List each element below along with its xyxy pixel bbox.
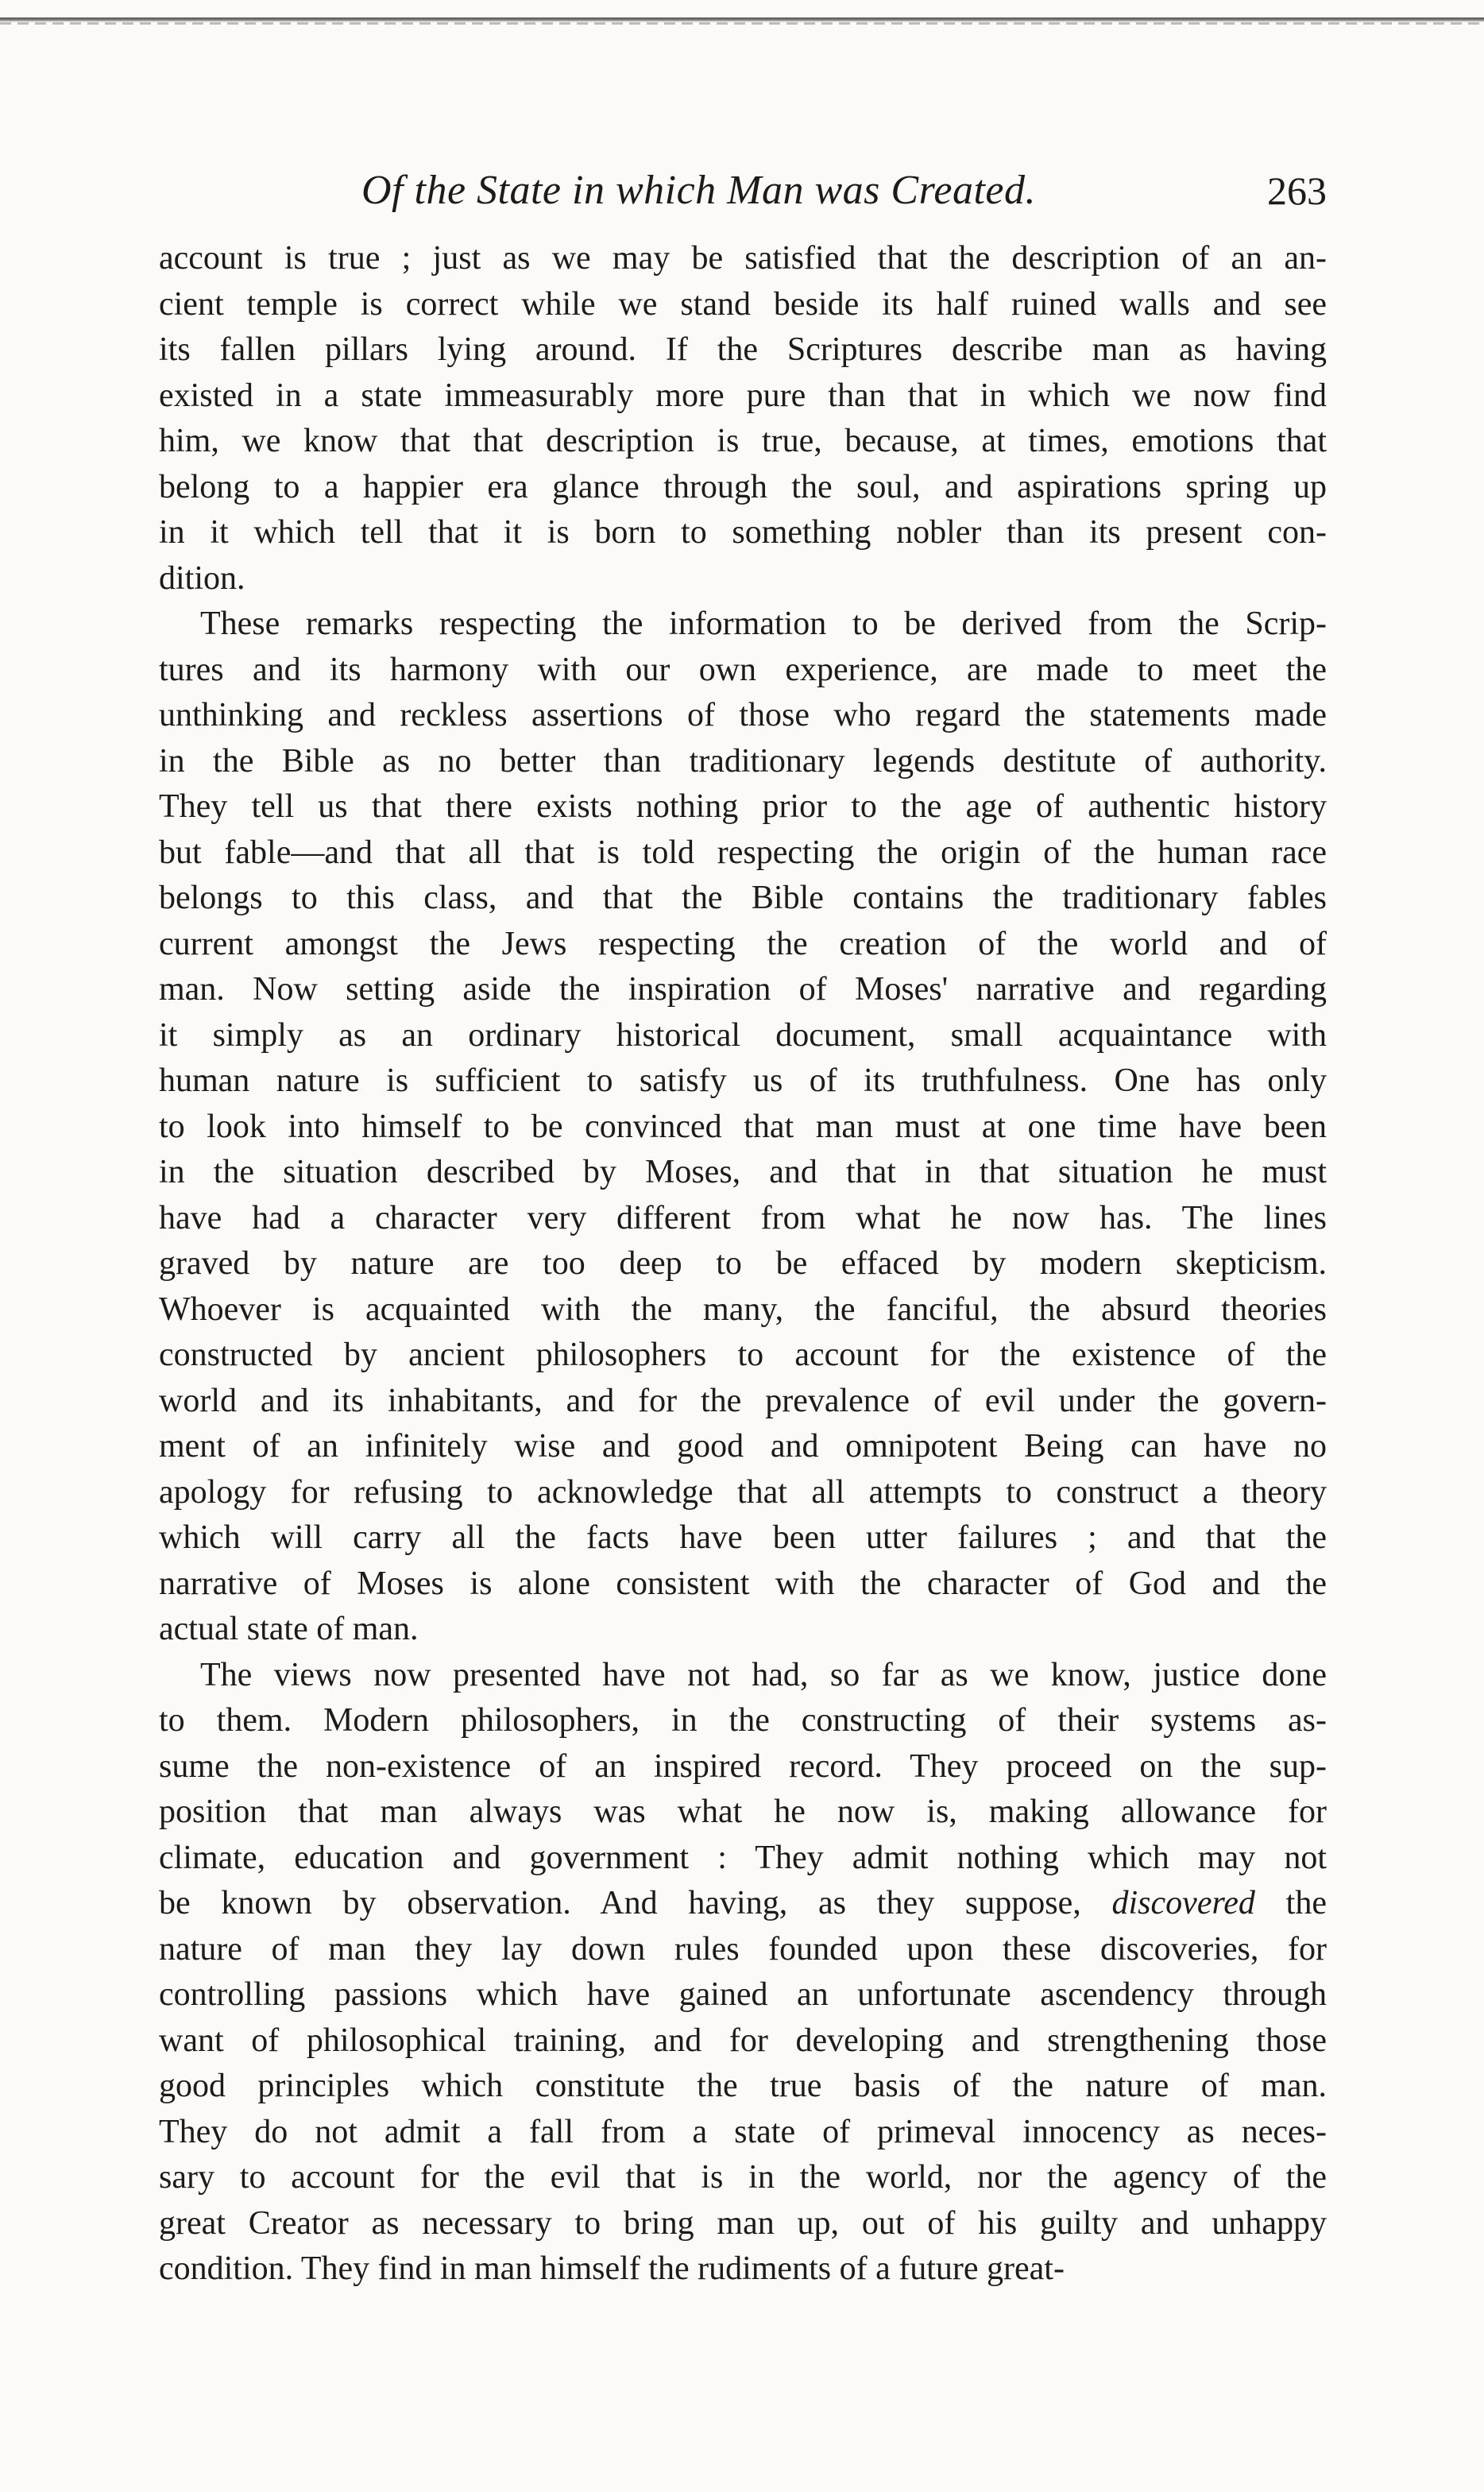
paragraph: [159, 236, 1327, 602]
text-line: have had a character very different from what he now has. The lines: [159, 1199, 1327, 1236]
text-line: The views now presented have not had, so far as we know, justice done: [200, 1656, 1327, 1693]
text-line: in it which tell that it is born to something nobler than its present con-: [159, 514, 1327, 551]
page-number: 263: [1267, 168, 1327, 213]
paragraph: [159, 1653, 1327, 2293]
text-line: unthinking and reckless assertions of those who regard the statements made: [159, 697, 1327, 733]
text-line: to them. Modern philosophers, in the constructing of their systems as-: [159, 1702, 1327, 1739]
text-line: but fable—and that all that is told respecting the origin of the human race: [159, 834, 1327, 871]
text-line: climate, education and government : They admit nothing which may not: [159, 1839, 1327, 1876]
text-line: human nature is sufficient to satisfy us of its truthfulness. One has only: [159, 1062, 1327, 1099]
text-line: sary to account for the evil that is in the world, nor the agency of the: [159, 2159, 1327, 2196]
text-line: which will carry all the facts have been utter failures ; and that the: [159, 1519, 1327, 1556]
text-line: Whoever is acquainted with the many, the fanciful, the absurd theories: [159, 1290, 1327, 1328]
text-line: great Creator as necessary to bring man up, out of his guilty and unhappy: [159, 2204, 1327, 2242]
text-line: its fallen pillars lying around. If the Scriptures describe man as having: [159, 331, 1327, 368]
text-line: him, we know that that description is true, because, at times, emotions that: [159, 423, 1327, 459]
text-line: sume the non-existence of an inspired record. They proceed on the sup-: [159, 1747, 1327, 1785]
text-line: belong to a happier era glance through the soul, and aspirations spring up: [159, 468, 1327, 505]
text-line: actual state of man.: [159, 1611, 419, 1647]
text-line: These remarks respecting the information to be derived from the Scrip-: [200, 606, 1327, 642]
text-line: tures and its harmony with our own experience, are made to meet the: [159, 651, 1327, 688]
paragraph: [159, 602, 1327, 1653]
text-line: nature of man they lay down rules founded upon these discoveries, for: [159, 1930, 1327, 1968]
text-line: want of philosophical training, and for developing and strengthening those: [159, 2022, 1327, 2059]
text-line: ment of an infinitely wise and good and omnipotent Being can have no: [159, 1428, 1327, 1465]
italic-word: discovered: [1111, 1885, 1255, 1921]
text-line: constructed by ancient philosophers to account for the existence of the: [159, 1337, 1327, 1373]
running-head: [159, 163, 1327, 219]
text-line: existed in a state immeasurably more pure than that in which we now find: [159, 377, 1327, 414]
text-line: graved by nature are too deep to be effaced by modern skepticism.: [159, 1245, 1327, 1282]
body-text: [159, 236, 1327, 2293]
text-line: belongs to this class, and that the Bible contains the traditionary fables: [159, 880, 1327, 916]
text-line: it simply as an ordinary historical document, small acquaintance with: [159, 1016, 1327, 1054]
text-line: in the situation described by Moses, and that in that situation he must: [159, 1154, 1327, 1190]
running-title: Of the State in which Man was Created.: [361, 168, 1036, 213]
text-line: man. Now setting aside the inspiration of Moses' narrative and regarding: [159, 971, 1327, 1008]
text-line: cient temple is correct while we stand beside its half ruined walls and see: [159, 285, 1327, 323]
text-line: narrative of Moses is alone consistent with the character of God and the: [159, 1565, 1327, 1602]
text-line: condition. They find in man himself the rudiments of a future great-: [159, 2250, 1065, 2287]
text-line: controlling passions which have gained an unfortunate ascendency through: [159, 1976, 1327, 2013]
text-line: apology for refusing to acknowledge that all attempts to construct a theory: [159, 1473, 1327, 1511]
text-line: to look into himself to be convinced that man must at one time have been: [159, 1108, 1327, 1145]
text-line: account is true ; just as we may be satisfied that the description of an an-: [159, 240, 1327, 277]
text-line: They tell us that there exists nothing prior to the age of authentic history: [159, 788, 1327, 825]
text-line: current amongst the Jews respecting the creation of the world and of: [159, 925, 1327, 962]
text-line: good principles which constitute the true basis of the nature of man.: [159, 2068, 1327, 2104]
top-border-rule: [0, 17, 1484, 22]
text-line: position that man always was what he now is, making allowance for: [159, 1794, 1327, 1830]
text-line: They do not admit a fall from a state of primeval innocency as neces-: [159, 2113, 1327, 2150]
text-line: in the Bible as no better than traditionary legends destitute of authority.: [159, 742, 1327, 780]
book-page: [159, 163, 1327, 2293]
text-line: world and its inhabitants, and for the prevalence of evil under the govern-: [159, 1382, 1327, 1419]
text-line: dition.: [159, 559, 245, 597]
text-line: be known by observation. And having, as they suppose, discovered the: [159, 1885, 1327, 1921]
